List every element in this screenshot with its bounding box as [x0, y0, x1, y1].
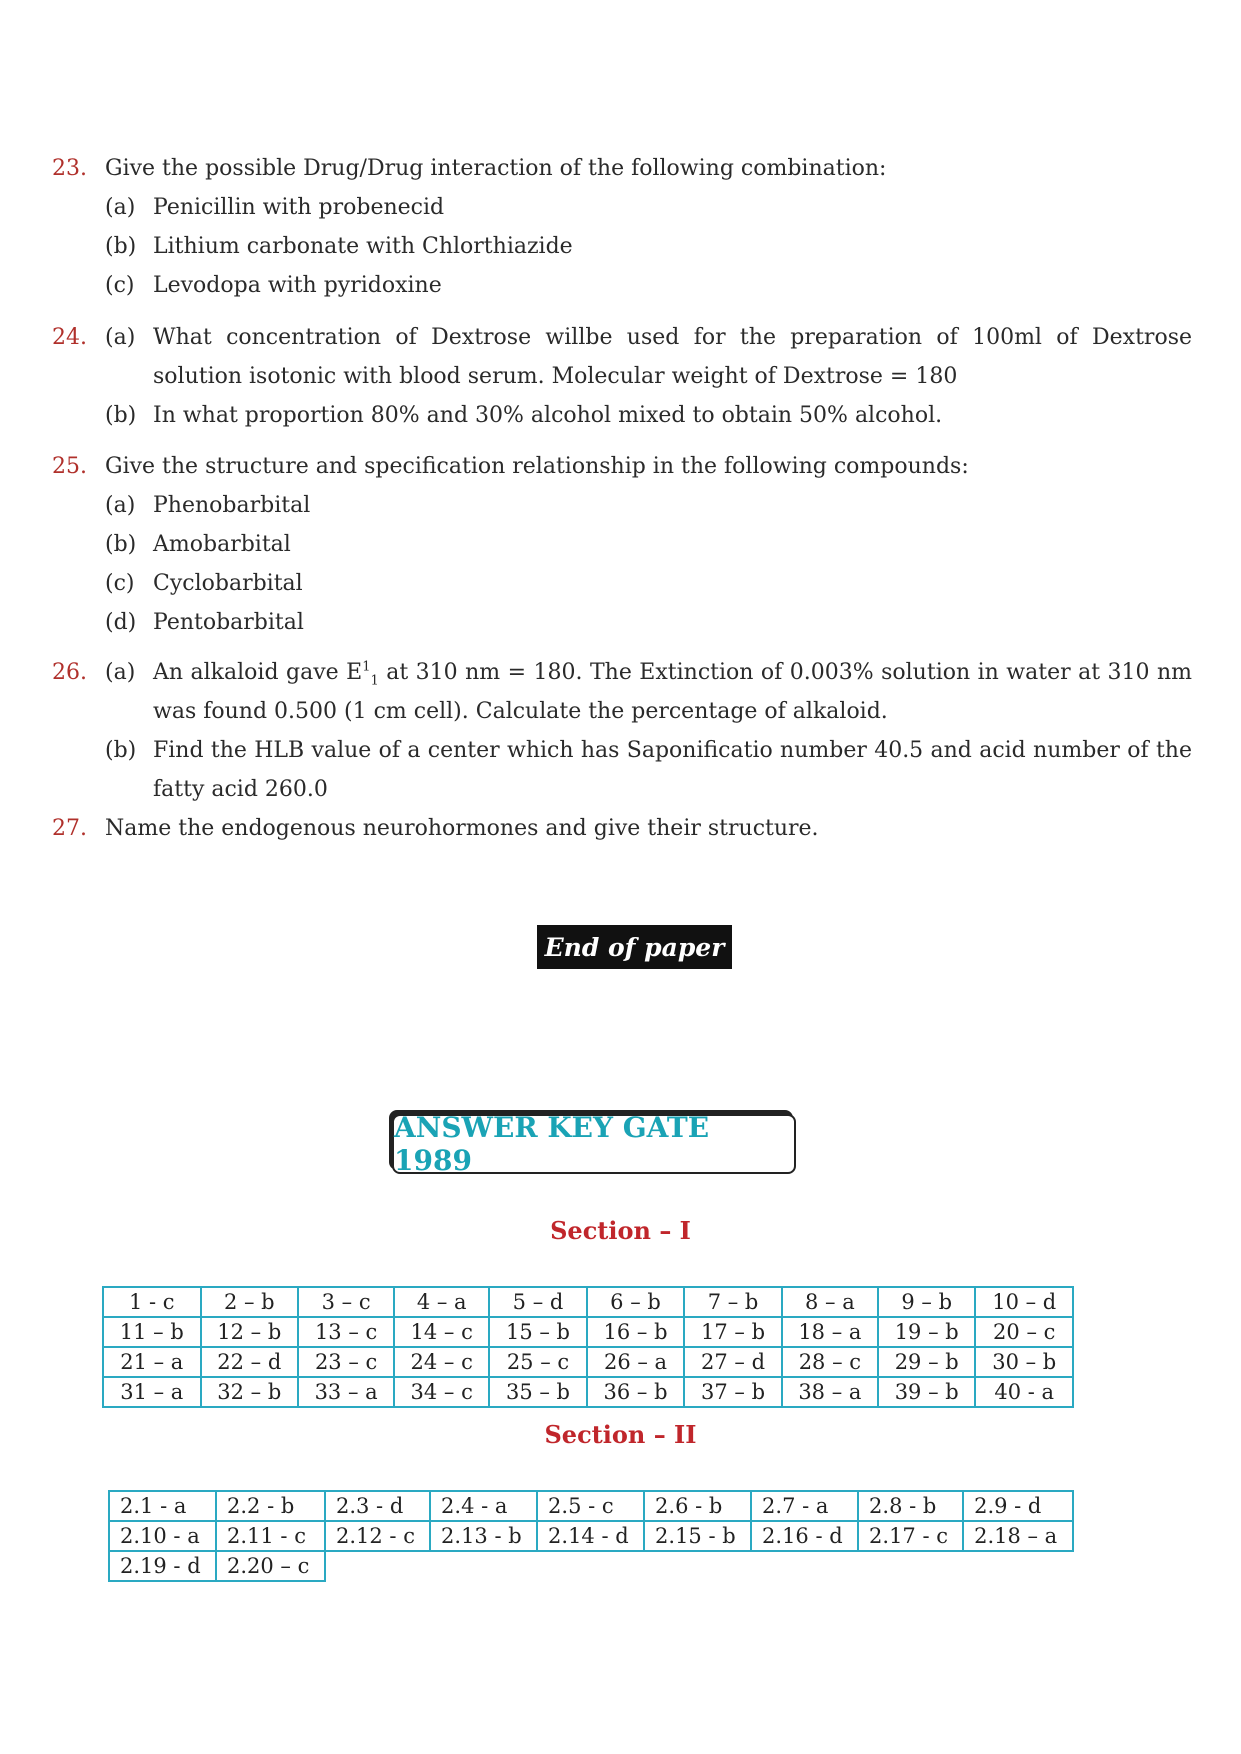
answer-cell: 4 – a [394, 1287, 489, 1317]
answer-cell: 2.2 - b [216, 1491, 325, 1521]
empty-cell [325, 1551, 430, 1581]
answer-cell: 2.14 - d [537, 1521, 644, 1551]
answer-cell: 40 - a [975, 1377, 1073, 1407]
empty-cell [858, 1551, 963, 1581]
answer-cell: 2.19 - d [109, 1551, 216, 1581]
question-24 [52, 318, 1192, 435]
answer-cell: 2.5 - c [537, 1491, 644, 1521]
answer-cell: 9 – b [878, 1287, 976, 1317]
answer-cell: 2.7 - a [751, 1491, 858, 1521]
empty-cell [644, 1551, 751, 1581]
answer-cell: 2.1 - a [109, 1491, 216, 1521]
question-number: 26. [52, 660, 87, 685]
answer-key-title: ANSWER KEY GATE 1989 [392, 1114, 796, 1174]
answer-cell: 7 – b [684, 1287, 782, 1317]
answer-cell: 12 – b [201, 1317, 299, 1347]
answer-cell: 8 – a [782, 1287, 878, 1317]
empty-cell [751, 1551, 858, 1581]
answer-cell: 25 – c [489, 1347, 587, 1377]
answer-cell: 1 - c [103, 1287, 201, 1317]
empty-cell [537, 1551, 644, 1581]
answer-cell: 23 – c [298, 1347, 394, 1377]
section-1-title: Section – I [550, 1216, 691, 1245]
question-number: 25. [52, 454, 87, 479]
question-part: (a) An alkaloid gave $E^1_1$ at 310 nm = 180. The Extinction of 0.003% solution in water at 310 nm was found 0.500 (1 cm cell). Calculate the percentage of alkaloid. [105, 659, 1193, 724]
answer-cell: 38 – a [782, 1377, 878, 1407]
answer-cell: 2.3 - d [325, 1491, 430, 1521]
answer-cell: 6 – b [587, 1287, 685, 1317]
answer-cell: 2.10 - a [109, 1521, 216, 1551]
answer-cell: 2.9 - d [963, 1491, 1073, 1521]
answer-row [109, 1521, 1073, 1551]
question-text: Name the endogenous neurohormones and give their structure. [105, 816, 819, 841]
answer-cell: 31 – a [103, 1377, 201, 1407]
question-part: (b) Find the HLB value of a center which has Saponificatio number 40.5 and acid number of the fatty acid 260.0 [105, 738, 1192, 802]
question-text: Give the possible Drug/Drug interaction of the following combination: [105, 156, 887, 181]
answer-cell: 30 – b [975, 1347, 1073, 1377]
answer-cell: 22 – d [201, 1347, 299, 1377]
answer-row [103, 1377, 1073, 1407]
answer-cell: 2.18 – a [963, 1521, 1073, 1551]
empty-cell [430, 1551, 537, 1581]
answer-cell: 16 – b [587, 1317, 685, 1347]
answer-cell: 2.15 - b [644, 1521, 751, 1551]
empty-cell [963, 1551, 1073, 1581]
answer-cell: 2.16 - d [751, 1521, 858, 1551]
answer-row [103, 1347, 1073, 1377]
answer-cell: 29 – b [878, 1347, 976, 1377]
answer-cell: 2.8 - b [858, 1491, 963, 1521]
question-number: 27. [52, 816, 87, 841]
section-2-answer-table [108, 1490, 1074, 1582]
answer-cell: 11 – b [103, 1317, 201, 1347]
section-2-title: Section – II [544, 1420, 697, 1449]
answer-cell: 35 – b [489, 1377, 587, 1407]
question-number: 24. [52, 325, 87, 350]
question-26 [52, 653, 1192, 809]
answer-cell: 37 – b [684, 1377, 782, 1407]
question-text: Give the structure and specification relationship in the following compounds: [105, 454, 969, 479]
answer-cell: 17 – b [684, 1317, 782, 1347]
answer-cell: 36 – b [587, 1377, 685, 1407]
answer-cell: 21 – a [103, 1347, 201, 1377]
answer-cell: 2.17 - c [858, 1521, 963, 1551]
answer-cell: 2.6 - b [644, 1491, 751, 1521]
answer-row [109, 1551, 1073, 1581]
question-27 [52, 809, 1192, 848]
answer-row [109, 1491, 1073, 1521]
answer-cell: 18 – a [782, 1317, 878, 1347]
question-25 [52, 447, 1192, 642]
answer-cell: 14 – c [394, 1317, 489, 1347]
answer-row [103, 1317, 1073, 1347]
answer-cell: 24 – c [394, 1347, 489, 1377]
answer-cell: 2.12 - c [325, 1521, 430, 1551]
answer-cell: 39 – b [878, 1377, 976, 1407]
question-23 [52, 149, 1192, 305]
question-part: (a) What concentration of Dextrose willbe used for the preparation of 100ml of Dextrose solution isotonic with blood serum. Molecular weight of Dextrose = 180 [105, 325, 1192, 389]
question-part: (b) Lithium carbonate with Chlorthiazide [105, 234, 573, 259]
answer-cell: 15 – b [489, 1317, 587, 1347]
answer-cell: 2.20 – c [216, 1551, 325, 1581]
answer-cell: 28 – c [782, 1347, 878, 1377]
answer-cell: 34 – c [394, 1377, 489, 1407]
question-part: (b) In what proportion 80% and 30% alcohol mixed to obtain 50% alcohol. [105, 403, 943, 428]
answer-cell: 20 – c [975, 1317, 1073, 1347]
answer-cell: 26 – a [587, 1347, 685, 1377]
answer-cell: 13 – c [298, 1317, 394, 1347]
section-1-answer-table [102, 1286, 1074, 1408]
answer-row [103, 1287, 1073, 1317]
question-part: (d) Pentobarbital [105, 610, 304, 635]
question-part: (b) Amobarbital [105, 532, 291, 557]
answer-cell: 5 – d [489, 1287, 587, 1317]
answer-cell: 2 – b [201, 1287, 299, 1317]
answer-cell: 2.13 - b [430, 1521, 537, 1551]
answer-cell: 3 – c [298, 1287, 394, 1317]
end-of-paper-banner: End of paper [537, 925, 732, 969]
answer-cell: 19 – b [878, 1317, 976, 1347]
question-part: (c) Cyclobarbital [105, 571, 303, 596]
answer-cell: 33 – a [298, 1377, 394, 1407]
question-number: 23. [52, 156, 87, 181]
answer-cell: 10 – d [975, 1287, 1073, 1317]
question-part: (a) Phenobarbital [105, 493, 311, 518]
answer-cell: 2.11 - c [216, 1521, 325, 1551]
question-part: (c) Levodopa with pyridoxine [105, 273, 442, 298]
question-part: (a) Penicillin with probenecid [105, 195, 445, 220]
answer-cell: 2.4 - a [430, 1491, 537, 1521]
answer-cell: 32 – b [201, 1377, 299, 1407]
answer-cell: 27 – d [684, 1347, 782, 1377]
